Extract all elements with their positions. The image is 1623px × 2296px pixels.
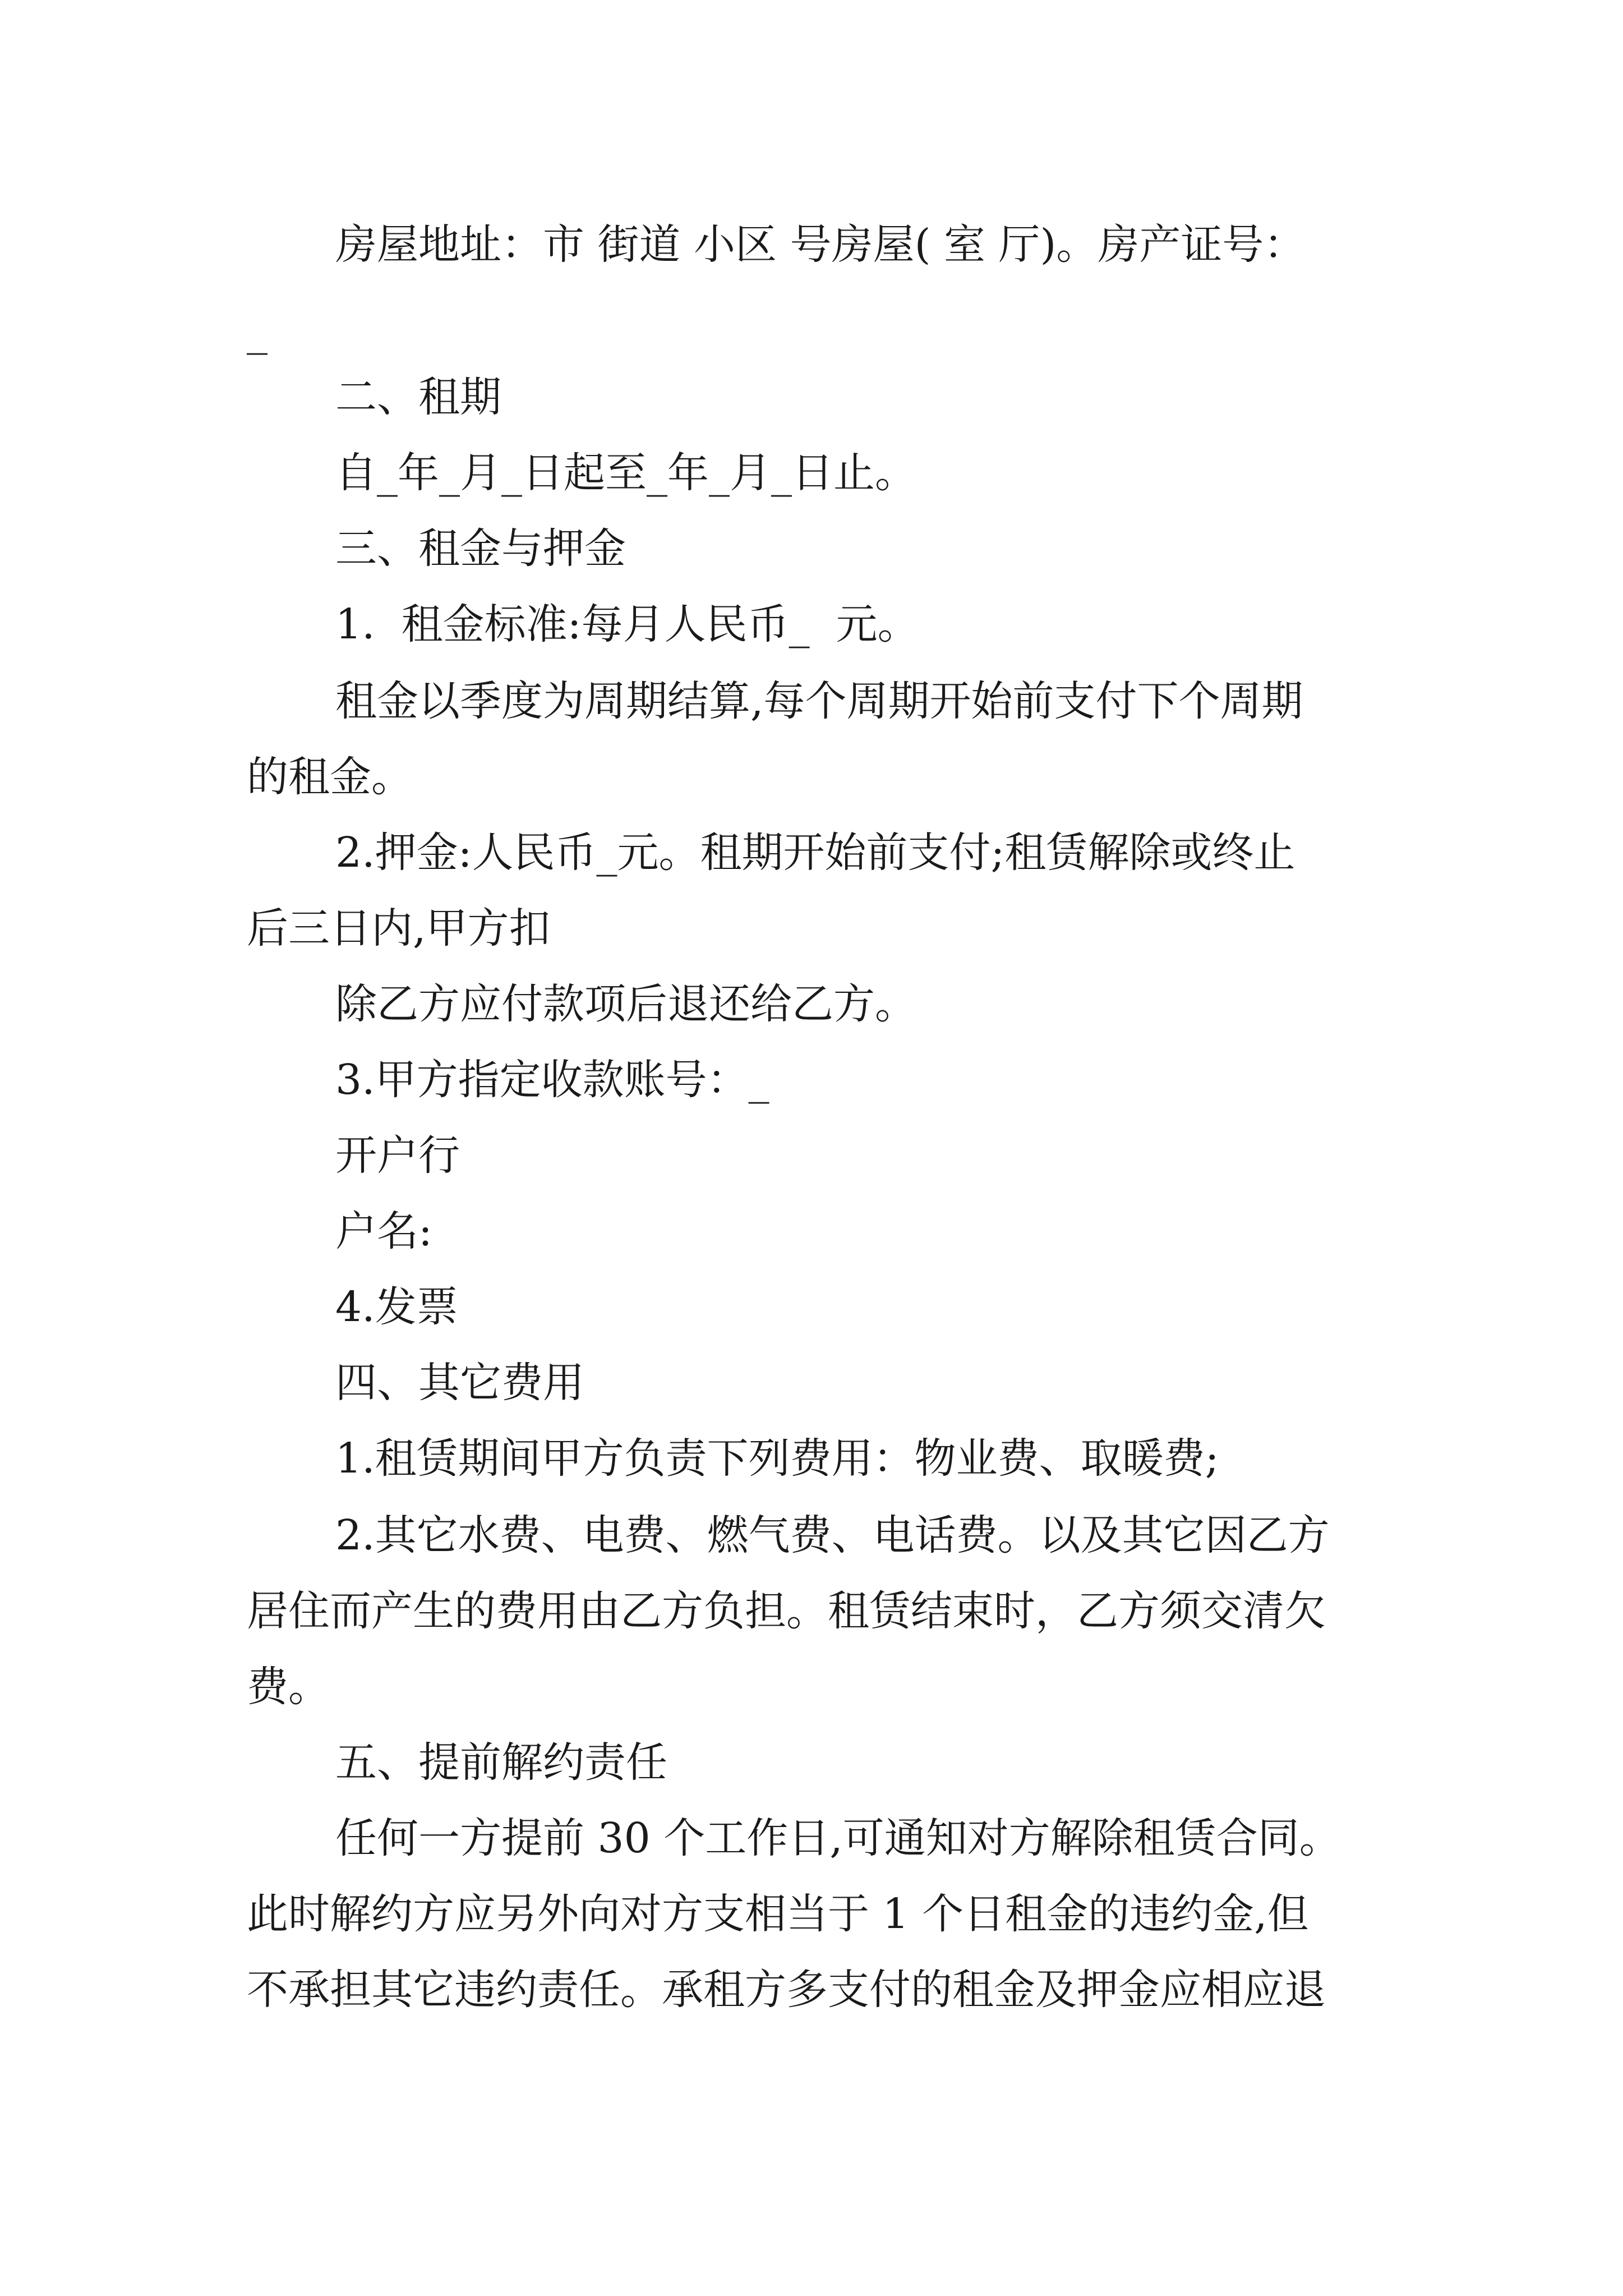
address-line: 房屋地址：市 街道 小区 号房屋( 室 厅)。房产证号： — [335, 220, 1306, 269]
fees-line-4: 费。 — [247, 1663, 330, 1711]
rent-standard: 1. 租金标准:每月人民币_ 元。 — [335, 600, 919, 648]
term-line: 自_年_月_日起至_年_月_日止。 — [335, 449, 916, 497]
termination-line-2: 此时解约方应另外向对方支相当于 1 个日租金的违约金,但 — [247, 1890, 1309, 1938]
bank-name: 开户行 — [335, 1131, 460, 1180]
rent-settlement-1: 租金以季度为周期结算,每个周期开始前支付下个周期 — [335, 677, 1303, 725]
deposit-line-3: 除乙方应付款项后退还给乙方。 — [335, 980, 916, 1028]
termination-line-1: 任何一方提前 30 个工作日,可通知对方解除租赁合同。 — [335, 1814, 1341, 1862]
deposit-line-2: 后三日内,甲方扣 — [247, 904, 551, 953]
invoice-line: 4.发票 — [335, 1283, 458, 1331]
deposit-line-1: 2.押金:人民币_元。租期开始前支付;租赁解除或终止 — [335, 829, 1295, 877]
section-heading-fees: 四、其它费用 — [335, 1359, 584, 1407]
account-number: 3.甲方指定收款账号：_ — [335, 1056, 769, 1104]
section-heading-rent: 三、租金与押金 — [335, 524, 626, 573]
termination-line-3: 不承担其它违约责任。承租方多支付的租金及押金应相应退 — [247, 1966, 1326, 2014]
section-heading-early-termination: 五、提前解约责任 — [335, 1738, 667, 1787]
address-blank: _ — [247, 307, 268, 355]
fees-line-1: 1.租赁期间甲方负责下列费用：物业费、取暖费; — [335, 1434, 1219, 1483]
rent-settlement-2: 的租金。 — [247, 753, 413, 801]
account-holder: 户名: — [335, 1207, 432, 1255]
fees-line-3: 居住而产生的费用由乙方负担。租赁结束时，乙方须交清欠 — [247, 1587, 1326, 1635]
fees-line-2: 2.其它水费、电费、燃气费、电话费。以及其它因乙方 — [335, 1511, 1330, 1559]
section-heading-term: 二、租期 — [335, 373, 501, 421]
